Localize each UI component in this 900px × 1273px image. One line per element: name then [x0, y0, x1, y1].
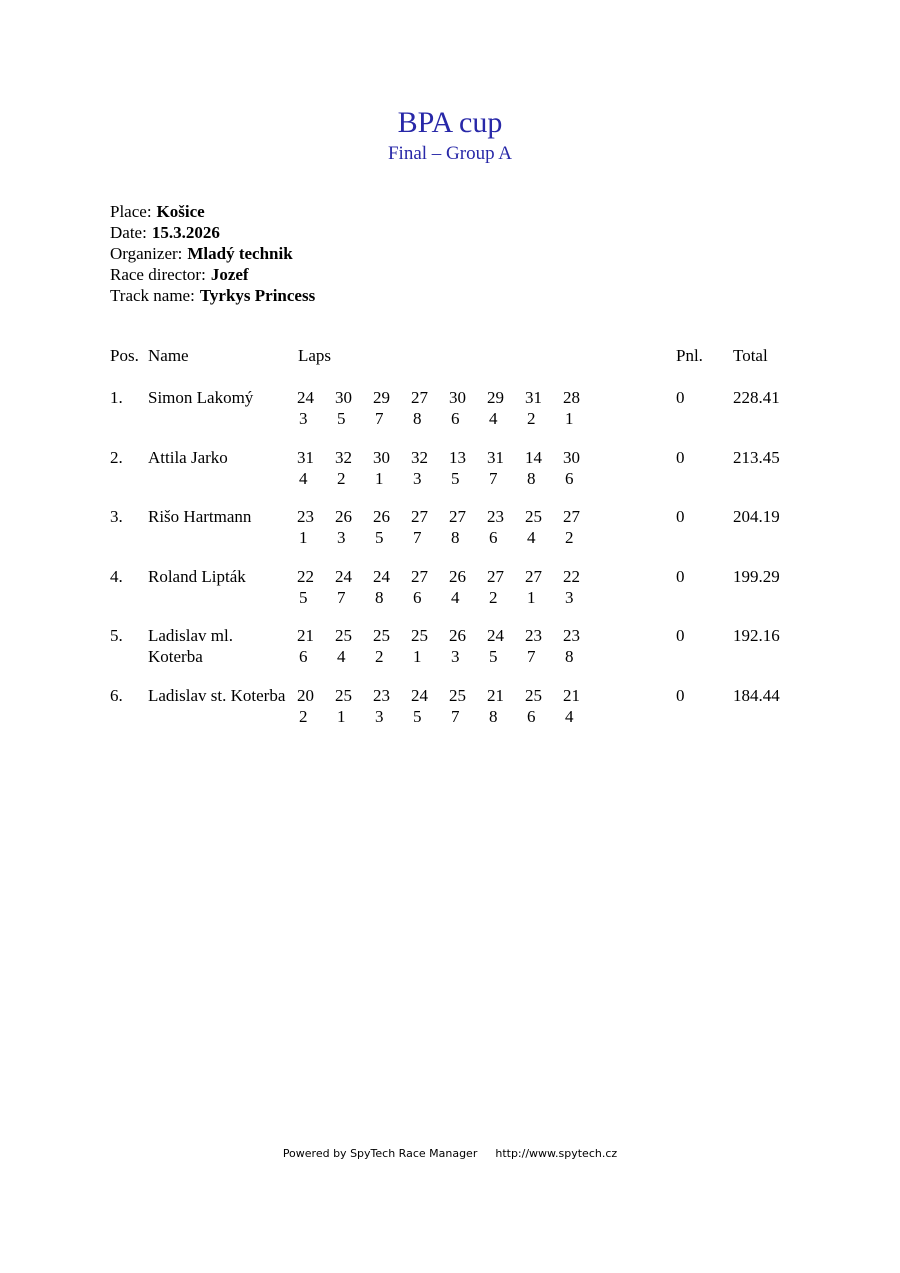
- lap-rank: 5: [489, 647, 498, 666]
- date-value: 15.3.2026: [151, 223, 220, 242]
- race-director-value: Jozef: [210, 265, 249, 284]
- lap-rank: 1: [527, 588, 536, 607]
- lap-rank: 4: [451, 588, 460, 607]
- lap-value: 25: [335, 626, 352, 645]
- row-position: 6.: [110, 686, 123, 705]
- lap-value: 28: [563, 388, 580, 407]
- lap-value: 31: [297, 448, 314, 467]
- lap-rank: 8: [527, 469, 536, 488]
- lap-rank: 4: [489, 409, 498, 428]
- header-name: Name: [148, 346, 189, 365]
- lap-rank: 1: [375, 469, 384, 488]
- lap-rank: 2: [375, 647, 384, 666]
- lap-rank: 4: [337, 647, 346, 666]
- lap-value: 25: [411, 626, 428, 645]
- date-label: Date:: [110, 223, 147, 242]
- lap-rank: 5: [299, 588, 308, 607]
- lap-value: 32: [335, 448, 352, 467]
- table-row: [0, 507, 900, 551]
- lap-rank: 1: [299, 528, 308, 547]
- lap-rank: 7: [451, 707, 460, 726]
- lap-value: 26: [335, 507, 352, 526]
- lap-value: 27: [411, 567, 428, 586]
- lap-rank: 2: [337, 469, 346, 488]
- lap-value: 30: [335, 388, 352, 407]
- lap-value: 23: [487, 507, 504, 526]
- lap-rank: 4: [527, 528, 536, 547]
- lap-value: 27: [449, 507, 466, 526]
- info-line-director: [110, 264, 315, 285]
- lap-value: 23: [563, 626, 580, 645]
- lap-value: 24: [297, 388, 314, 407]
- organizer-value: Mladý technik: [187, 244, 293, 263]
- lap-value: 13: [449, 448, 466, 467]
- lap-rank: 6: [489, 528, 498, 547]
- lap-rank: 5: [413, 707, 422, 726]
- lap-rank: 1: [413, 647, 422, 666]
- header-pnl: Pnl.: [676, 346, 703, 365]
- table-row: [0, 626, 900, 670]
- lap-rank: 2: [527, 409, 536, 428]
- lap-value: 26: [449, 567, 466, 586]
- lap-rank: 7: [527, 647, 536, 666]
- lap-value: 24: [487, 626, 504, 645]
- lap-rank: 4: [299, 469, 308, 488]
- lap-rank: 2: [489, 588, 498, 607]
- lap-rank: 6: [527, 707, 536, 726]
- lap-rank: 6: [451, 409, 460, 428]
- lap-value: 21: [487, 686, 504, 705]
- lap-rank: 5: [451, 469, 460, 488]
- info-line-date: [110, 222, 315, 243]
- lap-value: 32: [411, 448, 428, 467]
- lap-rank: 8: [489, 707, 498, 726]
- lap-value: 27: [525, 567, 542, 586]
- lap-value: 24: [373, 567, 390, 586]
- lap-value: 29: [373, 388, 390, 407]
- lap-value: 24: [335, 567, 352, 586]
- event-info: [110, 201, 315, 306]
- track-name-label: Track name:: [110, 286, 195, 305]
- lap-value: 23: [373, 686, 390, 705]
- row-total: 184.44: [733, 686, 780, 705]
- page-title: BPA cup: [397, 106, 503, 139]
- lap-value: 26: [373, 507, 390, 526]
- row-total: 192.16: [733, 626, 780, 645]
- row-position: 2.: [110, 448, 123, 467]
- lap-rank: 1: [337, 707, 346, 726]
- lap-rank: 8: [413, 409, 422, 428]
- table-row: [0, 448, 900, 492]
- lap-value: 22: [563, 567, 580, 586]
- lap-rank: 2: [299, 707, 308, 726]
- row-penalty: 0: [676, 686, 685, 705]
- header-laps: Laps: [298, 346, 332, 365]
- lap-value: 24: [411, 686, 428, 705]
- lap-rank: 2: [565, 528, 574, 547]
- lap-rank: 6: [299, 647, 308, 666]
- lap-value: 25: [373, 626, 390, 645]
- row-driver-name: Ladislav st. Koterba: [148, 686, 286, 705]
- table-row: [0, 567, 900, 611]
- lap-rank: 3: [337, 528, 346, 547]
- lap-rank: 6: [413, 588, 422, 607]
- row-position: 5.: [110, 626, 123, 645]
- lap-value: 27: [411, 507, 428, 526]
- info-line-track: [110, 285, 315, 306]
- row-total: 204.19: [733, 507, 780, 526]
- row-position: 4.: [110, 567, 123, 586]
- lap-value: 29: [487, 388, 504, 407]
- table-row: [0, 388, 900, 432]
- header-total: Total: [733, 346, 768, 365]
- header-pos: Pos.: [110, 346, 139, 365]
- page-subtitle: Final – Group A: [387, 143, 513, 164]
- row-position: 1.: [110, 388, 123, 407]
- lap-rank: 5: [375, 528, 384, 547]
- info-line-organizer: [110, 243, 315, 264]
- place-value: Košice: [156, 202, 205, 221]
- lap-value: 25: [525, 507, 542, 526]
- lap-rank: 3: [413, 469, 422, 488]
- row-position: 3.: [110, 507, 123, 526]
- lap-value: 26: [449, 626, 466, 645]
- row-penalty: 0: [676, 567, 685, 586]
- row-penalty: 0: [676, 626, 685, 645]
- page-footer: [0, 1147, 900, 1160]
- organizer-label: Organizer:: [110, 244, 183, 263]
- lap-rank: 3: [299, 409, 308, 428]
- footer-powered-by: Powered by SpyTech Race Manager: [282, 1147, 478, 1160]
- lap-rank: 7: [413, 528, 422, 547]
- lap-rank: 7: [489, 469, 498, 488]
- lap-value: 23: [525, 626, 542, 645]
- row-total: 199.29: [733, 567, 780, 586]
- row-penalty: 0: [676, 388, 685, 407]
- row-driver-name: Simon Lakomý: [148, 388, 254, 407]
- lap-value: 27: [411, 388, 428, 407]
- lap-rank: 6: [565, 469, 574, 488]
- lap-rank: 1: [565, 409, 574, 428]
- lap-rank: 3: [375, 707, 384, 726]
- lap-rank: 3: [565, 588, 574, 607]
- lap-rank: 7: [337, 588, 346, 607]
- lap-value: 30: [563, 448, 580, 467]
- lap-value: 27: [563, 507, 580, 526]
- lap-value: 25: [335, 686, 352, 705]
- row-driver-name-line2: Koterba: [148, 647, 203, 666]
- lap-value: 27: [487, 567, 504, 586]
- lap-rank: 4: [565, 707, 574, 726]
- lap-value: 14: [525, 448, 542, 467]
- row-penalty: 0: [676, 507, 685, 526]
- row-total: 213.45: [733, 448, 780, 467]
- row-driver-name: Attila Jarko: [148, 448, 228, 467]
- info-line-place: [110, 201, 315, 222]
- lap-value: 20: [297, 686, 314, 705]
- row-total: 228.41: [733, 388, 780, 407]
- row-driver-name: Roland Lipták: [148, 567, 246, 586]
- lap-rank: 8: [375, 588, 384, 607]
- lap-value: 23: [297, 507, 314, 526]
- lap-rank: 8: [451, 528, 460, 547]
- track-name-value: Tyrkys Princess: [199, 286, 316, 305]
- lap-value: 30: [373, 448, 390, 467]
- footer-url: http://www.spytech.cz: [495, 1147, 618, 1160]
- lap-value: 30: [449, 388, 466, 407]
- lap-rank: 5: [337, 409, 346, 428]
- lap-rank: 7: [375, 409, 384, 428]
- lap-value: 21: [297, 626, 314, 645]
- lap-value: 25: [449, 686, 466, 705]
- lap-value: 31: [487, 448, 504, 467]
- lap-rank: 8: [565, 647, 574, 666]
- place-label: Place:: [110, 202, 152, 221]
- row-penalty: 0: [676, 448, 685, 467]
- lap-value: 22: [297, 567, 314, 586]
- lap-value: 21: [563, 686, 580, 705]
- lap-value: 31: [525, 388, 542, 407]
- row-driver-name: Rišo Hartmann: [148, 507, 252, 526]
- lap-value: 25: [525, 686, 542, 705]
- race-director-label: Race director:: [110, 265, 206, 284]
- lap-rank: 3: [451, 647, 460, 666]
- row-driver-name: Ladislav ml.: [148, 626, 233, 645]
- table-row: [0, 686, 900, 730]
